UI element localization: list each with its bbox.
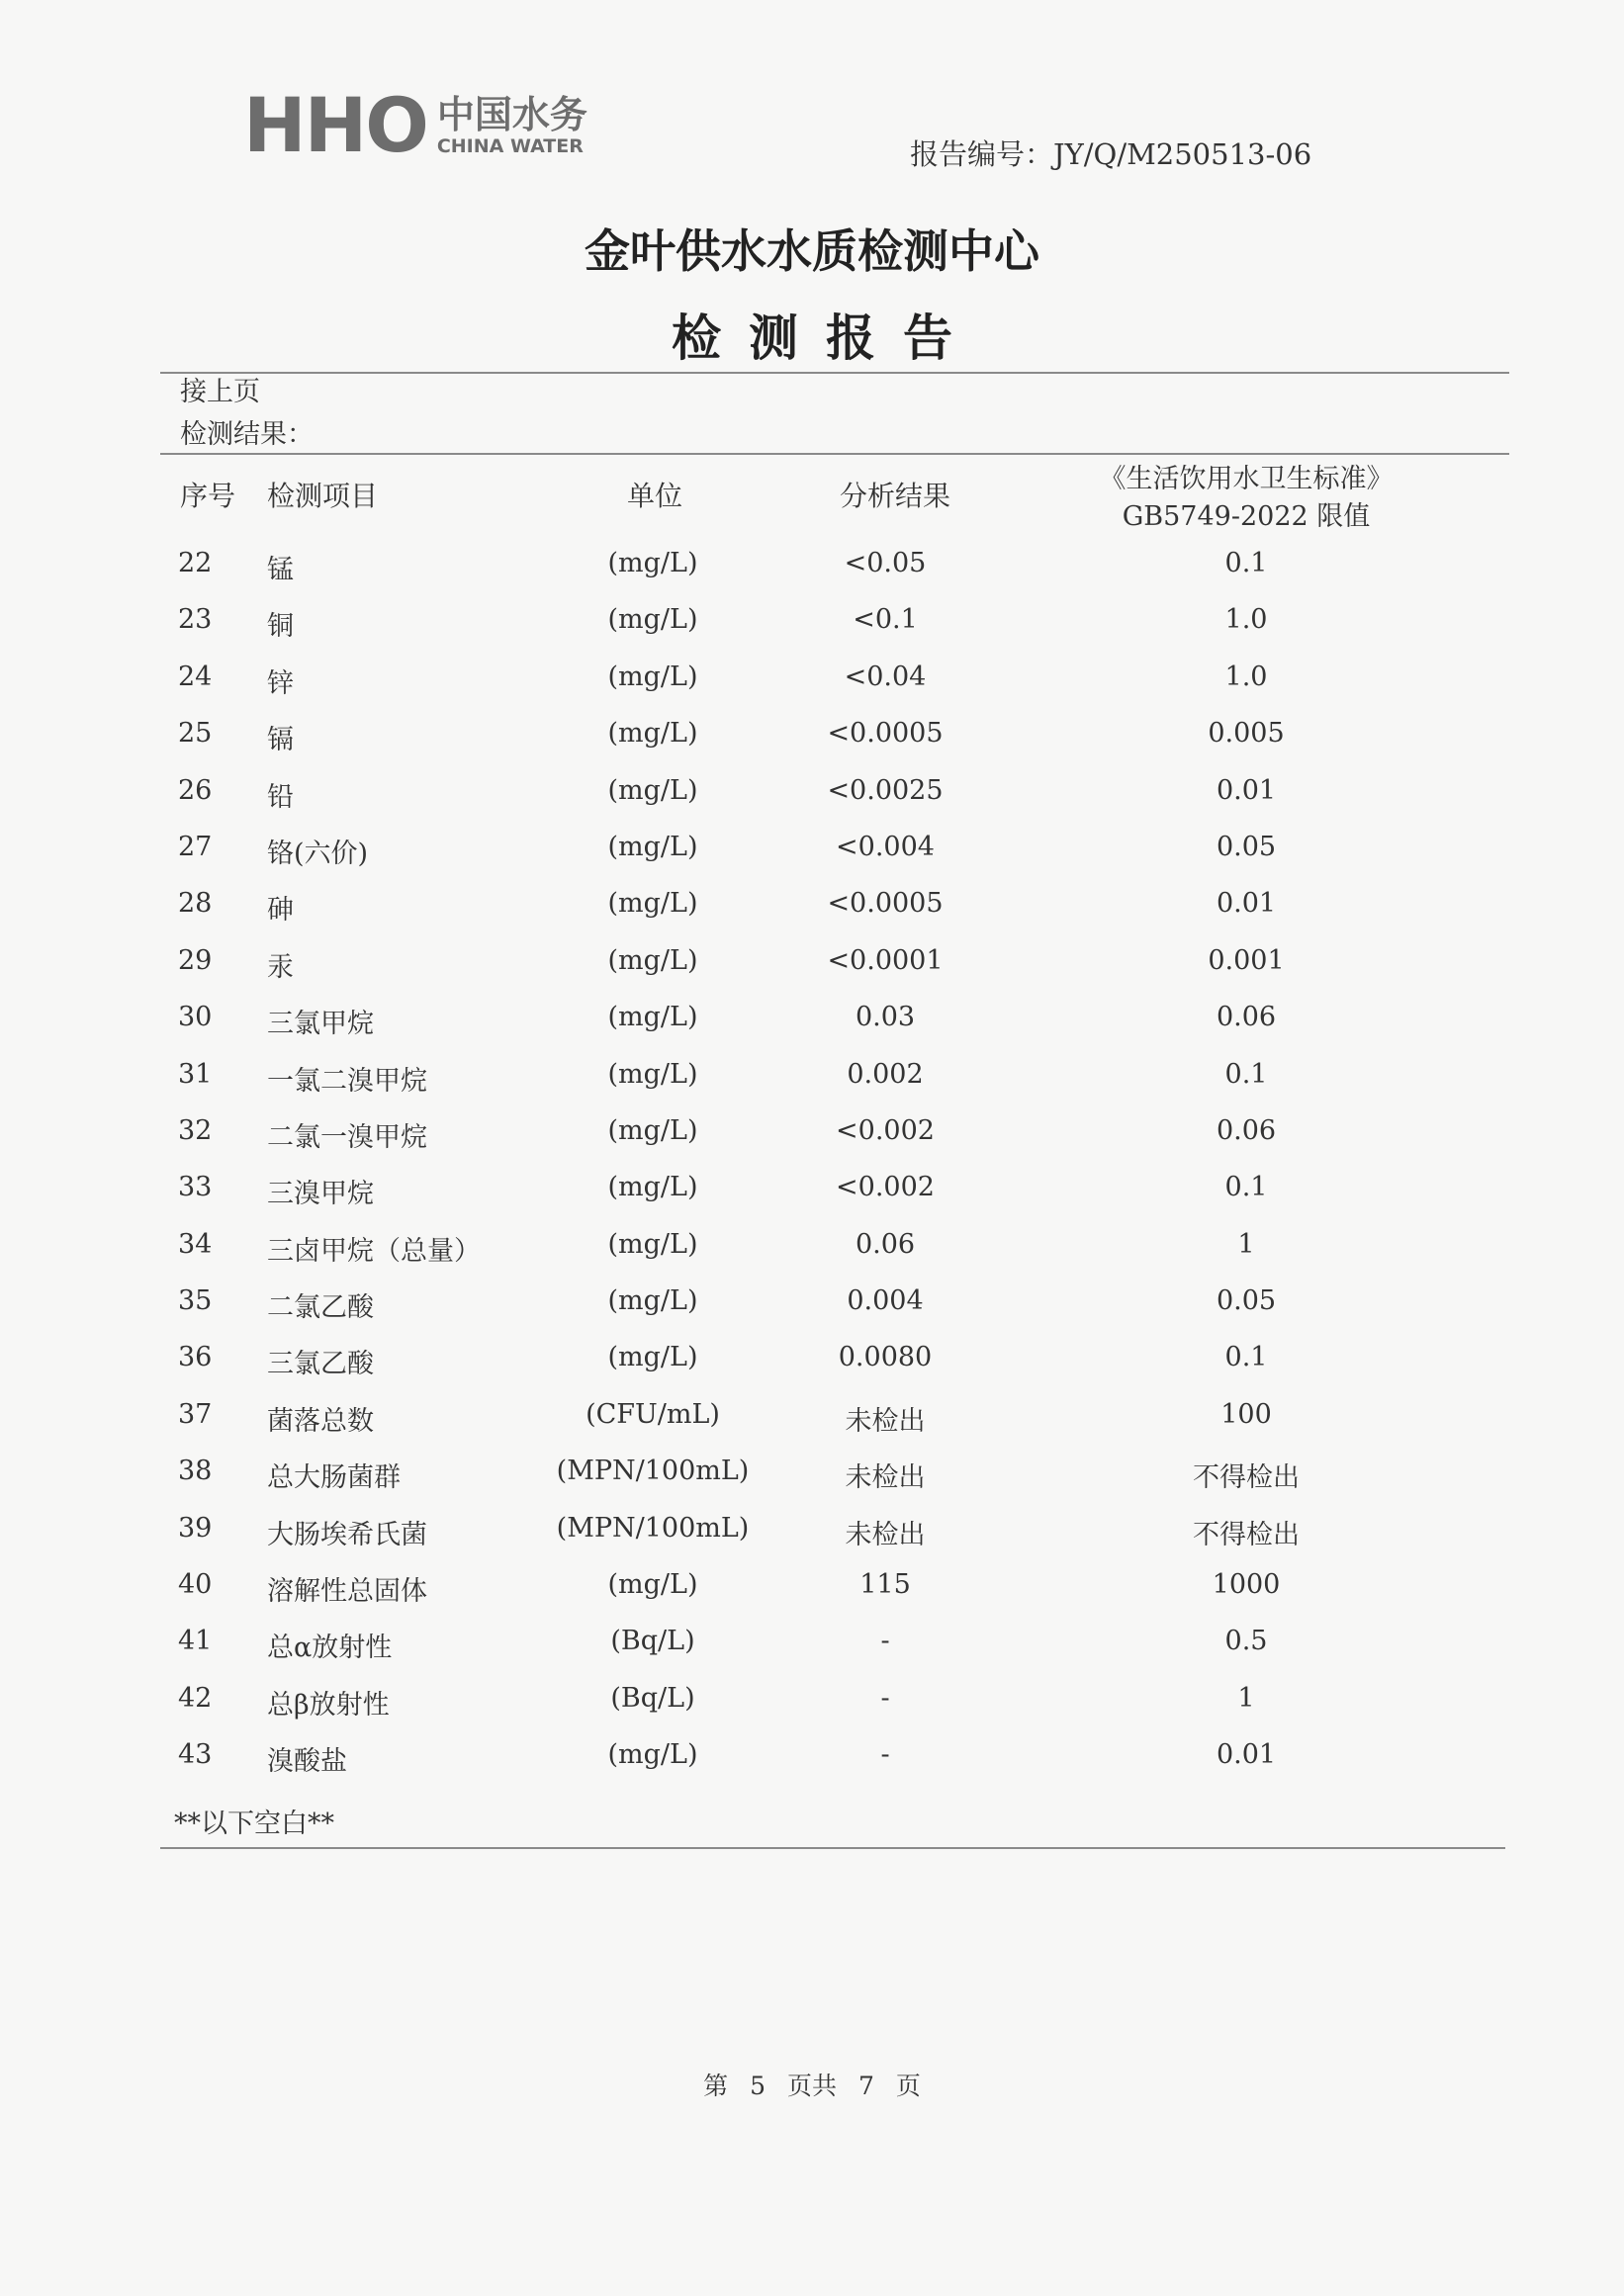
row-limit: 0.01 — [1216, 1739, 1277, 1771]
row-result: 0.002 — [847, 1058, 924, 1090]
row-unit: (mg/L) — [607, 1058, 698, 1090]
row-result: 115 — [859, 1569, 911, 1601]
row-limit: 0.01 — [1216, 774, 1277, 806]
row-limit: 0.1 — [1224, 1058, 1268, 1090]
table-row — [0, 826, 1624, 882]
row-seq: 22 — [178, 548, 213, 578]
row-result: 未检出 — [845, 1405, 926, 1437]
header-item: 检测项目 — [267, 480, 379, 512]
row-item: 锰 — [267, 555, 294, 585]
row-item: 溴酸盐 — [267, 1746, 347, 1778]
row-seq: 27 — [178, 831, 213, 862]
row-unit: (mg/L) — [607, 604, 698, 636]
row-seq: 35 — [178, 1285, 213, 1317]
row-seq: 33 — [178, 1172, 213, 1203]
row-item: 镉 — [267, 725, 294, 756]
table-row — [0, 598, 1624, 655]
row-item: 溶解性总固体 — [267, 1576, 427, 1608]
table-row — [0, 769, 1624, 826]
row-unit: (mg/L) — [607, 831, 698, 862]
table-row — [0, 1563, 1624, 1620]
logo-en: CHINA WATER — [436, 135, 584, 157]
table-row — [0, 1336, 1624, 1392]
end-mark: **以下空白** — [174, 1809, 334, 1839]
row-item: 三卤甲烷（总量） — [267, 1235, 481, 1267]
row-result: <0.0025 — [827, 774, 944, 806]
row-unit: (mg/L) — [607, 1285, 698, 1317]
row-result: <0.04 — [844, 661, 927, 692]
row-item: 菌落总数 — [267, 1405, 374, 1437]
table-row — [0, 882, 1624, 938]
row-limit: 不得检出 — [1193, 1462, 1300, 1494]
row-unit: (mg/L) — [607, 1739, 698, 1771]
footer-prefix: 第 — [703, 2072, 729, 2100]
row-unit: (mg/L) — [607, 774, 698, 806]
row-result: - — [880, 1739, 890, 1771]
row-seq: 38 — [178, 1456, 213, 1487]
row-limit: 0.1 — [1224, 1172, 1268, 1203]
header-seq: 序号 — [180, 480, 236, 512]
row-limit: 0.06 — [1216, 1002, 1277, 1033]
row-unit: (mg/L) — [607, 888, 698, 920]
row-unit: (mg/L) — [607, 1114, 698, 1146]
row-item: 汞 — [267, 951, 294, 983]
row-result: <0.002 — [836, 1172, 935, 1203]
row-limit: 1.0 — [1224, 604, 1268, 636]
row-item: 三氯乙酸 — [267, 1349, 374, 1380]
row-item: 砷 — [267, 895, 294, 927]
row-unit: (mg/L) — [607, 661, 698, 692]
row-item: 铜 — [267, 611, 294, 643]
footer-page: 5 — [750, 2072, 766, 2100]
row-seq: 32 — [178, 1114, 213, 1146]
row-unit: (MPN/100mL) — [556, 1456, 750, 1487]
row-result: <0.0005 — [827, 718, 944, 750]
table-row — [0, 1109, 1624, 1166]
row-unit: (mg/L) — [607, 548, 698, 578]
row-result: 0.03 — [855, 1002, 916, 1033]
divider-bottom — [160, 1847, 1505, 1849]
header-standard-line2: GB5749-2022 限值 — [1122, 501, 1371, 532]
row-seq: 25 — [178, 718, 213, 750]
results-label: 检测结果： — [180, 419, 314, 450]
row-unit: (mg/L) — [607, 718, 698, 750]
org-title: 金叶供水水质检测中心 — [585, 224, 1039, 278]
row-limit: 0.01 — [1216, 888, 1277, 920]
continued-label: 接上页 — [180, 377, 260, 407]
table-row — [0, 1620, 1624, 1676]
row-seq: 36 — [178, 1342, 213, 1373]
row-result: <0.0001 — [827, 944, 944, 976]
header-unit: 单位 — [626, 480, 682, 512]
row-result: <0.002 — [836, 1114, 935, 1146]
row-limit: 不得检出 — [1193, 1519, 1300, 1550]
row-seq: 40 — [178, 1569, 213, 1601]
table-row — [0, 1166, 1624, 1222]
row-limit: 0.001 — [1208, 944, 1285, 976]
table-row — [0, 1507, 1624, 1563]
row-seq: 42 — [178, 1682, 213, 1714]
row-unit: (CFU/mL) — [586, 1398, 720, 1430]
logo-mark: HHO — [243, 81, 427, 169]
row-unit: (mg/L) — [607, 1228, 698, 1260]
row-item: 总α放射性 — [267, 1633, 393, 1664]
row-seq: 29 — [178, 944, 213, 976]
row-result: <0.1 — [853, 604, 918, 636]
row-item: 大肠埃希氏菌 — [267, 1519, 427, 1550]
report-number: 报告编号：JY/Q/M250513-06 — [910, 137, 1312, 171]
row-result: <0.05 — [844, 548, 927, 578]
row-seq: 37 — [178, 1398, 213, 1430]
table-row — [0, 1677, 1624, 1733]
footer-middle: 页共 — [786, 2072, 837, 2100]
row-limit: 0.005 — [1208, 718, 1285, 750]
divider-header — [160, 453, 1509, 455]
row-seq: 31 — [178, 1058, 213, 1090]
row-result: 未检出 — [845, 1462, 926, 1494]
table-row — [0, 1053, 1624, 1109]
table-row — [0, 1450, 1624, 1506]
header-standard — [1088, 461, 1404, 536]
row-result: 0.004 — [847, 1285, 924, 1317]
row-seq: 34 — [178, 1228, 213, 1260]
company-logo — [243, 81, 587, 169]
table-row — [0, 1393, 1624, 1450]
row-limit: 1 — [1237, 1682, 1255, 1714]
row-limit: 1.0 — [1224, 661, 1268, 692]
table-row — [0, 712, 1624, 768]
row-limit: 0.06 — [1216, 1114, 1277, 1146]
row-seq: 30 — [178, 1002, 213, 1033]
row-result: - — [880, 1682, 890, 1714]
row-item: 总大肠菌群 — [267, 1462, 401, 1494]
row-item: 二氯乙酸 — [267, 1292, 374, 1324]
row-unit: (mg/L) — [607, 1342, 698, 1373]
row-unit: (Bq/L) — [610, 1626, 695, 1657]
row-seq: 39 — [178, 1512, 213, 1544]
row-seq: 43 — [178, 1739, 213, 1771]
table-row — [0, 1733, 1624, 1790]
row-unit: (mg/L) — [607, 1172, 698, 1203]
row-limit: 1 — [1237, 1228, 1255, 1260]
table-row — [0, 996, 1624, 1052]
row-seq: 23 — [178, 604, 213, 636]
row-seq: 41 — [178, 1626, 213, 1657]
row-limit: 0.5 — [1224, 1626, 1268, 1657]
row-item: 锌 — [267, 667, 294, 699]
row-limit: 0.1 — [1224, 548, 1268, 578]
row-unit: (MPN/100mL) — [556, 1512, 750, 1544]
row-item: 二氯一溴甲烷 — [267, 1121, 427, 1153]
row-result: 未检出 — [845, 1519, 926, 1550]
row-item: 一氯二溴甲烷 — [267, 1065, 427, 1097]
logo-text — [437, 94, 587, 157]
row-seq: 24 — [178, 661, 213, 692]
table-row — [0, 1280, 1624, 1336]
logo-cn: 中国水务 — [436, 93, 587, 136]
row-result: 0.06 — [855, 1228, 916, 1260]
row-limit: 1000 — [1212, 1569, 1281, 1601]
results-table — [0, 542, 1624, 1791]
row-unit: (mg/L) — [607, 1569, 698, 1601]
row-seq: 28 — [178, 888, 213, 920]
row-item: 三溴甲烷 — [267, 1179, 374, 1210]
row-unit: (mg/L) — [607, 944, 698, 976]
header-standard-line1: 《生活饮用水卫生标准》 — [1099, 464, 1394, 494]
report-title: 检测报告 — [672, 309, 980, 367]
header-result: 分析结果 — [839, 480, 950, 512]
row-result: <0.004 — [836, 831, 935, 862]
row-item: 铬(六价) — [267, 838, 369, 869]
table-row — [0, 656, 1624, 712]
row-item: 铅 — [267, 781, 294, 813]
row-limit: 100 — [1220, 1398, 1272, 1430]
row-result: 0.0080 — [838, 1342, 933, 1373]
row-limit: 0.05 — [1216, 831, 1277, 862]
footer-total: 7 — [858, 2072, 874, 2100]
row-unit: (mg/L) — [607, 1002, 698, 1033]
footer-suffix: 页 — [895, 2072, 921, 2100]
row-seq: 26 — [178, 774, 213, 806]
row-result: - — [880, 1626, 890, 1657]
row-unit: (Bq/L) — [610, 1682, 695, 1714]
row-limit: 0.1 — [1224, 1342, 1268, 1373]
table-row — [0, 542, 1624, 598]
row-item: 三氯甲烷 — [267, 1009, 374, 1040]
row-item: 总β放射性 — [267, 1689, 390, 1721]
row-result: <0.0005 — [827, 888, 944, 920]
page-footer — [0, 2067, 1624, 2102]
divider-top — [160, 372, 1509, 374]
table-row — [0, 939, 1624, 996]
table-row — [0, 1223, 1624, 1280]
row-limit: 0.05 — [1216, 1285, 1277, 1317]
